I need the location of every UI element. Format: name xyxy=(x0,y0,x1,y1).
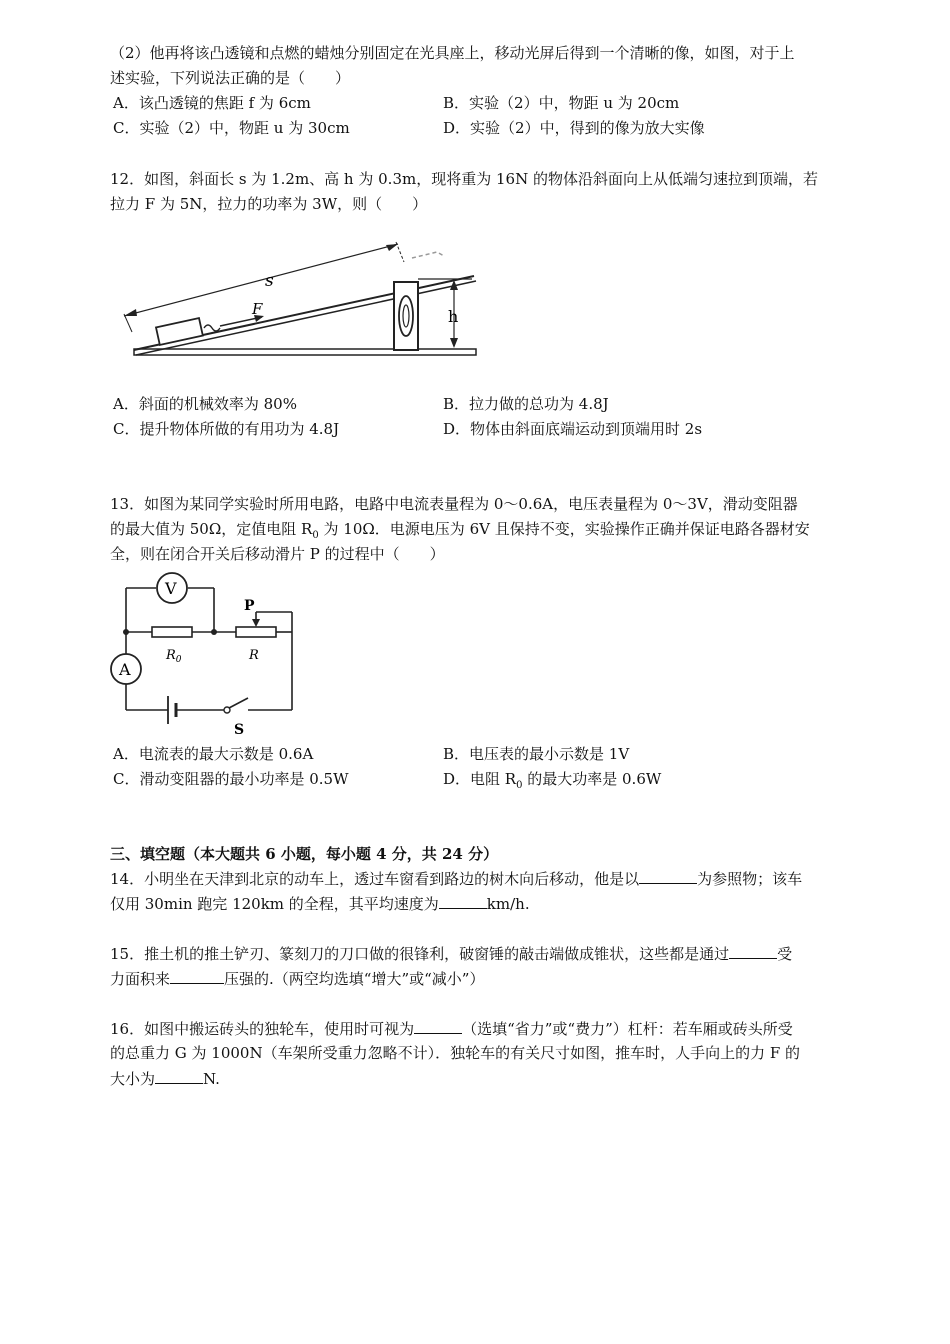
q15-line-2 xyxy=(110,966,484,992)
q14-line-2-a: 仅用 30min 跑完 120km 的全程，其平均速度为 xyxy=(110,895,439,913)
switch-label-s: S xyxy=(234,722,245,737)
incline-label-h: h xyxy=(448,307,459,326)
q12-option-b: B．拉力做的总功为 4.8J xyxy=(443,395,609,413)
q13-option-d-post: 的最大功率是 0.6W xyxy=(522,770,662,788)
q15-line-2-b: 压强的.（两空均选填“增大”或“减小”） xyxy=(224,970,485,988)
q16-line-3-b: N. xyxy=(203,1070,220,1088)
q16-blank-1[interactable] xyxy=(414,1016,462,1034)
q11-option-b: B．实验（2）中，物距 u 为 20cm xyxy=(443,94,680,112)
section-3-heading: 三、填空题（本大题共 6 小题，每小题 4 分，共 24 分） xyxy=(110,845,499,863)
q13-option-a: A．电流表的最大示数是 0.6A xyxy=(113,745,314,763)
q15-blank-1[interactable] xyxy=(729,941,777,959)
q13-stem-line-2-sub: 0 xyxy=(312,530,319,541)
q13-option-d-pre: D．电阻 R xyxy=(443,770,517,788)
q11-stem-line-1: （2）他再将该凸透镜和点燃的蜡烛分别固定在光具座上，移动光屏后得到一个清晰的像，如图，对于上 xyxy=(110,44,795,62)
voltmeter-label: V xyxy=(165,579,177,598)
q12-option-a: A．斜面的机械效率为 80% xyxy=(113,395,297,413)
resistor-label-r: R xyxy=(249,648,259,663)
q13-stem-line-2 xyxy=(110,517,810,542)
q15-line-1-a: 15．推土机的推土铲刃、篆刻刀的刀口做的很锋利，破窗锤的敲击端做成锥状，这些都是通过 xyxy=(110,945,730,963)
q13-stem-line-2-pre: 的最大值为 50Ω，定值电阻 R xyxy=(110,520,313,538)
ammeter-label: A xyxy=(119,660,131,679)
q14-blank-2[interactable] xyxy=(439,891,487,909)
q14-line-2 xyxy=(110,891,530,917)
resistor-label-r0 xyxy=(165,648,182,665)
q13-option-d-sub: 0 xyxy=(516,780,523,791)
q14-line-1 xyxy=(110,866,802,892)
incline-label-s: s xyxy=(265,271,274,291)
q12-option-c: C．提升物体所做的有用功为 4.8J xyxy=(113,420,340,438)
q15-blank-2[interactable] xyxy=(170,966,224,984)
q13-option-c: C．滑动变阻器的最小功率是 0.5W xyxy=(113,770,349,788)
q16-line-3-a: 大小为 xyxy=(110,1070,156,1088)
q14-blank-1[interactable] xyxy=(639,866,697,884)
q12-option-d: D．物体由斜面底端运动到顶端用时 2s xyxy=(443,420,703,438)
q16-line-3 xyxy=(110,1066,220,1092)
incline-figure xyxy=(112,222,507,372)
q15-line-1-b: 受 xyxy=(777,945,793,963)
resistor-label-r0-main: R xyxy=(166,648,176,663)
q14-line-2-b: km/h. xyxy=(486,895,530,913)
q16-blank-2[interactable] xyxy=(155,1066,203,1084)
q16-line-1-b: （选填“省力”或“费力”）杠杆：若车厢或砖头所受 xyxy=(462,1020,793,1038)
incline-label-f: F xyxy=(252,300,263,318)
q11-option-c: C．实验（2）中，物距 u 为 30cm xyxy=(113,119,350,137)
resistor-label-r0-sub: 0 xyxy=(175,655,182,665)
q16-line-2: 的总重力 G 为 1000N（车架所受重力忽略不计）．独轮车的有关尺寸如图，推车时，人手向上的力 F 的 xyxy=(110,1044,801,1062)
q11-stem-line-2: 述实验，下列说法正确的是（ ） xyxy=(110,69,351,87)
q16-line-1-a: 16．如图中搬运砖头的独轮车，使用时可视为 xyxy=(110,1020,415,1038)
q13-option-b: B．电压表的最小示数是 1V xyxy=(443,745,630,763)
q11-option-d: D．实验（2）中，得到的像为放大实像 xyxy=(443,119,705,137)
q15-line-2-a: 力面积来 xyxy=(110,970,171,988)
q14-line-1-b: 为参照物；该车 xyxy=(697,870,803,888)
q16-line-1 xyxy=(110,1016,793,1042)
q14-line-1-a: 14．小明坐在天津到北京的动车上，透过车窗看到路边的树木向后移动，他是以 xyxy=(110,870,640,888)
q13-stem-line-1: 13．如图为某同学实验时所用电路，电路中电流表量程为 0～0.6A，电压表量程为 0～3V，滑动变阻器 xyxy=(110,495,798,513)
slider-label-p: P xyxy=(244,598,255,614)
q12-stem-line-1: 12．如图，斜面长 s 为 1.2m、高 h 为 0.3m，现将重为 16N 的物体沿斜面向上从低端匀速拉到顶端，若 xyxy=(110,170,818,188)
q15-line-1 xyxy=(110,941,792,967)
q12-stem-line-2: 拉力 F 为 5N，拉力的功率为 3W，则（ ） xyxy=(110,195,428,213)
q13-stem-line-2-post: 为 10Ω．电源电压为 6V 且保持不变，实验操作正确并保证电路各器材安 xyxy=(318,520,810,538)
q13-stem-line-3: 全，则在闭合开关后移动滑片 P 的过程中（ ） xyxy=(110,545,445,563)
circuit-figure xyxy=(106,572,306,737)
q11-option-a: A．该凸透镜的焦距 f 为 6cm xyxy=(113,94,311,112)
q13-option-d xyxy=(443,767,661,792)
